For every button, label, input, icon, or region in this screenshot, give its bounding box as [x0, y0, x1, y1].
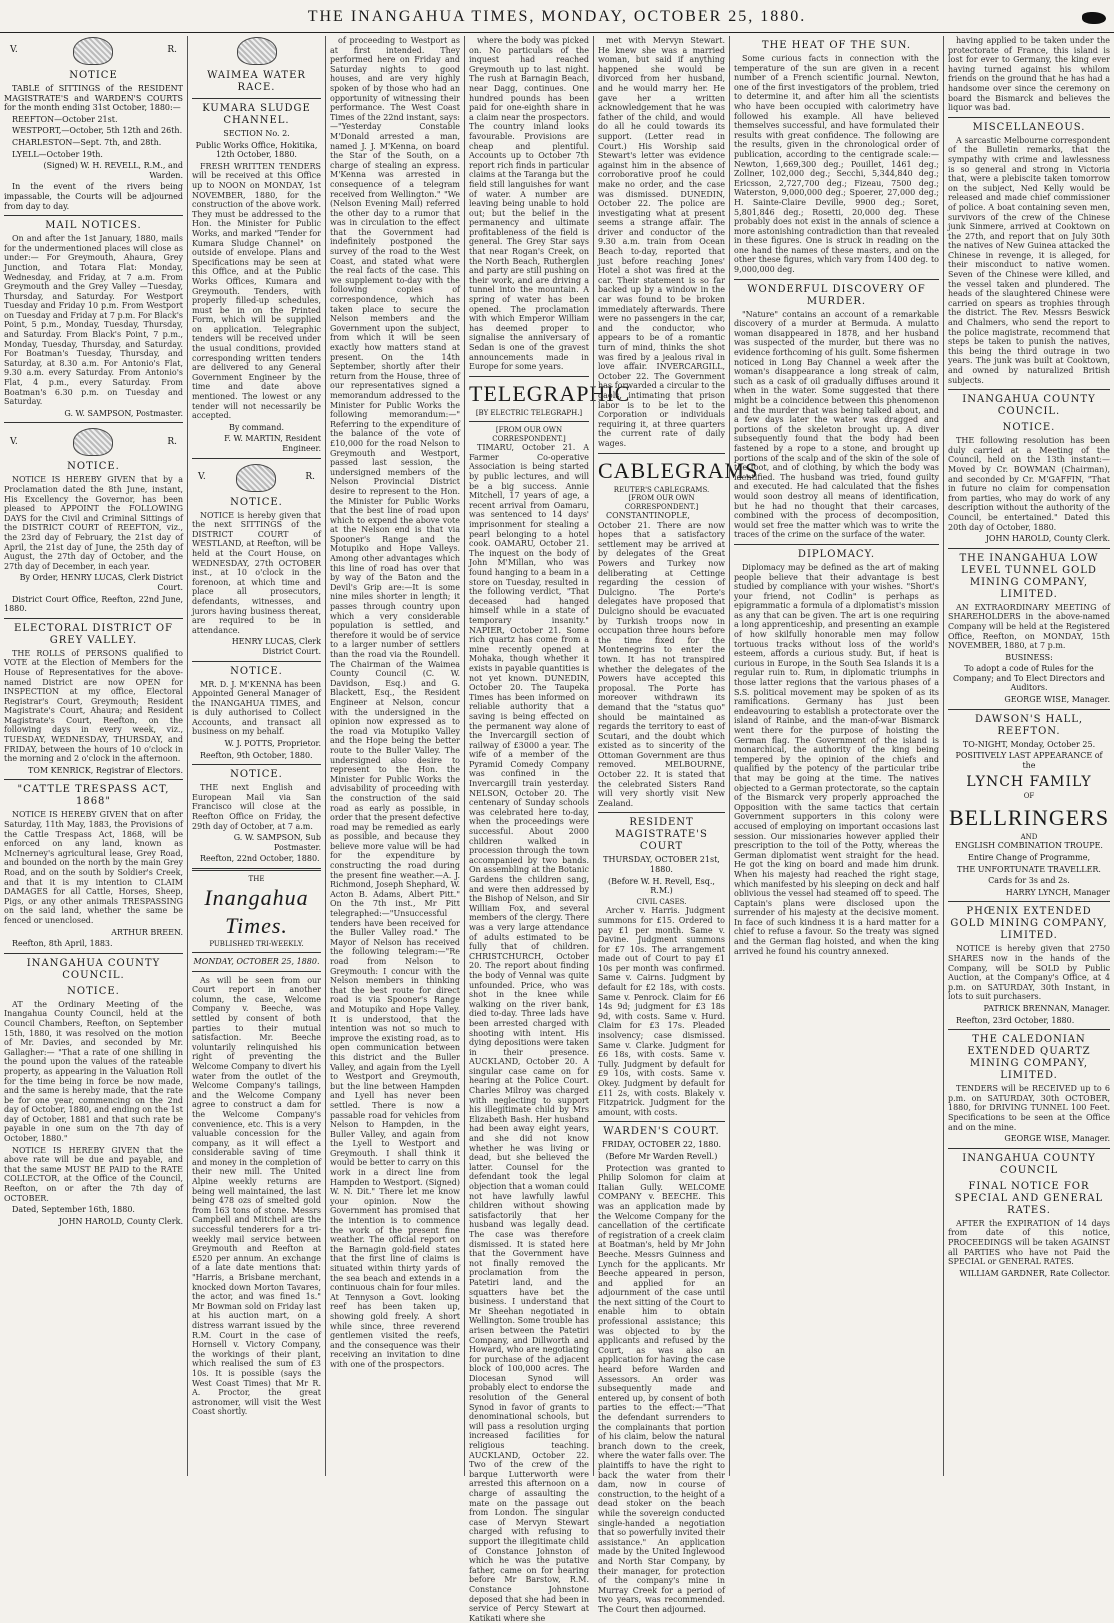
divider — [948, 548, 1110, 549]
correspondent-label: [FROM OUR OWN CORRESPONDENT.] — [624, 494, 699, 511]
cattle-date: Reefton, 8th April, 1883. — [12, 939, 113, 949]
published-tri-weekly: PUBLISHED TRI-WEEKLY. — [209, 939, 304, 948]
wise-signature: GEORGE WISE, Manager. — [1004, 695, 1110, 705]
mail-notices-heading: MAIL NOTICES. — [45, 220, 142, 232]
rm-court-heading: RESIDENT MAGISTRATE'S COURT — [615, 817, 708, 853]
brennan-signature: PATRICK BRENNAN, Manager. — [983, 1003, 1110, 1013]
mail-signature: G. W. SAMPSON, Postmaster. — [64, 408, 183, 418]
county-council-heading: INANGAHUA COUNTY COUNCIL. — [26, 957, 161, 981]
news-text: met with Mervyn Stewart. He knew she was a married woman, but said if anything happened she would be divorced from her husband, and he would marry her. He gave her a written acknowledgement that he was father of the child, and would do all he could towards its support. (Letter read in Court.) His Worship said Stewart's letter was evidence against him in the absence of corroborative proof he could make no order, and the case was dismissed. DUNEDIN, October 22. The police are investigating what at present seems a strange affair. The driver and conductor of the 9.30 a.m. train from Ocean Beach to-day, reported that just before reaching Jones' Hotel a shot was fired at the car. Their statement is so far backed up by a window in the car was found to be broken immediately afterwards. There were no passengers in the car, and the conductor, who appears to be of a romantic turn of mind, thinks the shot was fired by a jealous rival in love affair. INVERCARGILL, October 22. The Government has forwarded a circular to the gaols, intimating that prison labor is to be let to the Corporation or individuals requiring it, at three quarters the current rate of daily wages. — [598, 36, 725, 448]
divider — [4, 953, 183, 954]
mail-notice: THE next English and European Mail via San Francisco will close at the Reefton Office on Friday, the 29th day of October, at 7 a.m. — [192, 783, 321, 831]
county-council-heading: INANGAHUA COUNTY COUNCIL. — [962, 394, 1096, 418]
divider — [192, 971, 321, 972]
public-works-office: Public Works Office, Hokitika, 12th October, 1880. — [195, 140, 318, 160]
diplomacy-continued: having applied to be taken under the protectorate of France, this island is lost for ever to Germany, the king ever having turned against his whilom friends on the ground that he has had a handsome over since the ceremony on board the Bismarck and believes the liquor was bad. — [948, 36, 1110, 113]
vr-left: V. — [198, 471, 206, 482]
paper-title: Inangahua Times. — [204, 884, 309, 938]
notice-heading: NOTICE. — [1002, 422, 1056, 434]
column-5 — [593, 36, 759, 1614]
divider — [948, 901, 1110, 902]
electoral-text: THE ROLLS of PERSONS qualified to VOTE at the Election of Members for the House of Representatives for the above-named District are now OPEN for INSPECTION at my office, Electoral Registrar's Court, Greymouth; Resident Magistrate's Court, Ahaura; and Resident Magistrate's Court, Reefton, on the following days in every week, viz., TUESDAY, WEDNESDAY, THURSDAY, and FRIDAY, between the hours of 10 o'clock in the morning and 2 o'clock in the afternoon. — [4, 648, 183, 764]
last-appearance: POSITIVELY LAST APPEARANCE of the — [955, 751, 1103, 770]
charleston-sitting: CHARLESTON—Sept. 7th, and 28th. — [12, 137, 162, 147]
vr-right: R. — [167, 45, 177, 56]
column-3 — [325, 36, 464, 1476]
diplomacy-text: Diplomacy may be defined as the art of making people believe that their advantage is best studied by compliance with your wishes. "Short's your friend, not Codlin" is perhaps as epigrammatic a formula of a diplomatist's mission as any that can be given. The art is one requiring a long apprenticeship, and presenting an example of how skilfully honorable men may follow tortuous tracks without loss of the world's esteem, affords a curious study. But, if heat is curious in Europe, in the South Sea Islands it is a regular ruin to. Rum, in diplomatic triumphs in those latter regions that the various phases of a S.S. political movement may be spoken of as its ramifications. Germany has just been endeavouring to establish a protectorate over the island of Rainbe, and the man-of-war Bismarck went there for the purpose of hoisting the German flag. The Government of the island is monarchical, the authority of the king being tempered by the opinion of the chiefs and qualified by the potency of the particular tribe that may be going at the time. The natives objected to a German protectorate, so the captain of the Bismarck very properly approached the Opposition with the same tactics that certain Government supporters in this colony were accused of employing on important occasions last session. Our missionaries however applied their prescription to the toil of the Potty, whereas the German diplomatist went straight for the head. He got the king on board and made him drunk. When his majesty had reached the right stage, which manifested by his sleeping on deck and half oblivious the vessel had steamed off to speed. The Captain's plans were disclosed upon the surrender of his majesty at the decisive moment. In face of such kindness it is a hard matter for a chief to refuse a favour. So the treaty was signed and the German flag hoisted, and when the king arrived he found his country annexed. — [734, 562, 939, 956]
cattle-trespass-text: NOTICE IS HEREBY GIVEN that on after Saturday, 11th May, 1883, the Provisions of the Cattle Trespass Act, 1868, will be enforced on any land, known as McInerney's agricultural lease, Grey Road, and bounded on the north by the main Grey Road, and on the south by Soldier's Creek, and that it is my intention to CLAIM DAMAGES for all Cattle, Horses, Sheep, Pigs, or any other animals TRESPASSING on the said land, whether the same be fenced or unenclosed. — [4, 810, 183, 925]
notice-signature: HENRY LUCAS, Clerk District Court. — [231, 637, 321, 656]
kumara-heading: KUMARA SLUDGE CHANNEL. — [202, 103, 311, 126]
county-council-text: AT the Ordinary Meeting of the Inangahua County Council, held at the Council Chambers, Reefton, on September 15th, 1880, it was resolved on the motion of Mr. Davies, and seconded by Mr. Gallagher:— "That a rate of one shilling in the pound upon the values of the rateable property, as appearing in the Valuation Roll for the time being in force be now made, and the same is hereby made, that the rate be for one year, commencing on the 2nd day of October, 1880, and ending on the 1st day of October, 1881 and that such rate be payable in one sum on the 7th day of October, 1880." — [4, 999, 183, 1144]
unfortunate-traveller: THE UNFORTUNATE TRAVELLER. — [957, 864, 1101, 874]
lynch-family-title: LYNCH FAMILY — [966, 774, 1092, 791]
royal-crest-icon — [237, 37, 277, 65]
district-court-date: District Court Office, Reefton, 22nd June, 1880. — [4, 594, 183, 614]
reefton-sitting: REEFTON—October 21st. — [12, 114, 118, 124]
and-label: AND — [1020, 832, 1038, 841]
county-council-heading-2: INANGAHUA COUNTY COUNCIL — [962, 1152, 1096, 1176]
divider — [4, 779, 183, 780]
ink-blot-mark — [1082, 12, 1106, 24]
county-council-signature: JOHN HAROLD, County Clerk. — [58, 1216, 183, 1226]
royal-crest-icon — [73, 37, 113, 65]
wardens-court-heading: WARDEN'S COURT. — [603, 1126, 720, 1138]
district-court-notice: NOTICE IS HEREBY GIVEN that by a Proclamation dated the 8th June, instant, His Excellency the Governor, has been pleased to APPOINT the FOLLOWING DAYS for the Civil and Criminal Sittings of the DISTRICT COURT of REEFTON, viz., the 23rd day of February, the 21st day of April, the 21st day of June, the 25th day of August, the 27th day of October, and the 27th day of December, in each year. — [4, 475, 183, 571]
signed-revell: (Signed) W. H. REVELL, R.M., and Warden. — [43, 161, 183, 180]
vr-left: V. — [10, 45, 18, 56]
by-command: By command. — [229, 422, 284, 432]
royal-arms-header — [4, 427, 183, 457]
column-1 — [0, 36, 187, 1476]
cablegrams-text: CONSTANTINOPLE, October 21. There are now hopes that a satisfactory settlement may be arrived at by delegates of the Great Powers and Turkey now deliberating at Cettinge regarding the cession of Dulcigno. The Porte's delegates have proposed that Dulcigno should be evacuated by Turkish troops now in occupation three hours before the time fixed for the Montenegrins to enter the town. It has not transpired whether the delegates of the Powers have accepted this proposal. The Porte has moreover withdrawn its demand that the "status quo" should be maintained as regards the territory to east of Scutari, and the doubt which existed as to sincerity of the Ottoman Government are thus removed. MELBOURNE, October 22. It is stated that the celebrated Sisters Rand will very shortly visit New Zealand. — [598, 511, 725, 808]
notice-heading: NOTICE. — [230, 665, 283, 677]
divider — [4, 422, 183, 423]
section-number: SECTION No. 2. — [223, 129, 290, 138]
mail-notices-text: On and after the 1st January, 1880, mails for the undermentioned places will close as under:— For Greymouth, Ahaura, Grey Junction, and Totara Flat: Monday, Wednesday, and Friday, at 7 a.m. From Greymouth and the Grey Valley —Tuesday, Thursday, and Saturday. For Westport Tuesday and Friday 10 p.m. From Westport on Tuesday and Friday at 7 p.m. For Black's Point, 5 p.m., Monday, Tuesday, Thursday, and Saturday. From Black's Point, 7 p.m., Monday, Tuesday, Thursday, and Saturday. For Boatman's Tuesday, Thursday, and Saturday, at 8.30 a.m. For Antonio's Flat, 9.30 a.m. every Saturday. From Antonio's Flat, 4 p.m., every Saturday. From Boatman's 6.30 p.m. on Tuesday and Saturday. — [4, 234, 183, 407]
editorial-text: As will be seen from our Court report in another column, the case, Welcome Company v. Beeche, was settled by consent of both parties to their mutual satisfaction. Mr. Beeche voluntarily relinquished his right of preventing the Welcome Company to divert his water from the outlet of the Welcome Company's tailings, and the Welcome Company agree to construct a dam for the Welcome Company's convenience, etc. This is a very valuable concession for the company, as it will effect a considerable saving of time and money in the completion of their new mill. The United Alpine weekly returns are being well maintained, the last being 478 ozs of smelted gold from 163 tons of stone. Messrs Campbell and Mitchell are the successful tenderers for a tri-weekly mail service between Greymouth and Reefton at £520 per annum. An exchange of a late date mentions that: "Harris, a Brisbane merchant, knocked down Morton Tavares, the actor, and was fined 1s." Mr Bowman sold on Friday last at his auction mart, on a distress warrant issued by the R.M. Court in the case of Hornsell v. Victory Company, the workings of their plant, which realised the sum of £3 10s. It is possible (says the West Coast Times) that Mr R. A. Proctor, the great astronomer, will visit the West Coast shortly. — [192, 975, 321, 1417]
sampson-signature: G. W. SAMPSON, Sub Postmaster. — [233, 833, 321, 852]
waimea-heading: WAIMEA WATER RACE. — [207, 70, 306, 93]
divider — [734, 279, 939, 280]
combination-troupe: ENGLISH COMBINATION TROUPE. — [955, 841, 1103, 851]
column-7 — [943, 36, 1114, 1476]
electoral-heading: ELECTORAL DISTRICT OF GREY VALLEY. — [14, 622, 173, 646]
royal-arms-header — [192, 463, 321, 493]
wardens-court-date: FRIDAY, OCTOBER 22, 1880. — [602, 1140, 721, 1150]
notice-heading: NOTICE. — [230, 769, 283, 781]
electric-telegraph-label: [BY ELECTRIC TELEGRAPH.] — [475, 408, 583, 417]
caledonian-heading: THE CALEDONIAN EXTENDED QUARTZ MINING COMPANY, LIMITED. — [967, 1034, 1091, 1082]
vr-left: V. — [10, 436, 18, 447]
cattle-signature: ARTHUR BREEN. — [111, 927, 183, 937]
final-notice-text: AFTER the EXPIRATION of 14 days from date of this notice, PROCEEDINGS will be taken AGAINST all PARTIES who have not Paid the SPECIAL or GENERAL RATES. — [948, 1218, 1110, 1267]
diplomacy-heading: DIPLOMACY. — [797, 548, 876, 560]
dateline: MONDAY, OCTOBER 25, 1880. — [193, 957, 320, 966]
final-notice-heading: FINAL NOTICE FOR SPECIAL AND GENERAL RATES. — [954, 1180, 1104, 1216]
royal-crest-icon — [73, 428, 113, 456]
phoenix-text: NOTICE is hereby given that 2750 SHARES now in the hands of the Company, will be SOLD by Public Auction, at the Company's Office, at 4 p.m. on SATURDAY, 30th Instant, in lots to suit purchasers. — [948, 944, 1110, 1002]
rm-court-before: (Before W. H. Revell, Esq., R.M.) — [608, 876, 715, 896]
news-text: where the body was picked on. No particulars of the inquest had reached Greymouth up to last night. The rush at Barnagin Beach, near Dagg, continues. One hundred pounds has been paid for one-eighth share in a claim near the prospectors. The country inland looks favourable. Provisions are cheap and plentiful. Accounts up to October 7th report rich finds in particular claims at the Taranga but the field still languishes for want of water. A number are leaving being unable to hold out; but the belief in the permanency and ultimate profitableness of the field is general. The Grey Star says that near Rogan's Creek, on the North Beach, Rutherglen and party are still pushing on their work, and are driving a tunnel into the mountain. A spring of water has been opened. The proclamation with which Emperor William has deemed proper to signalise the anniversary of Sedan is one of the gravest announcements made in Europe for some years. — [469, 36, 589, 372]
column-4 — [464, 36, 631, 1623]
electoral-signature: TOM KENRICK, Registrar of Electors. — [28, 765, 183, 775]
programme-change: Entire Change of Programme, — [968, 853, 1090, 863]
mckenna-notice: MR. D. J. M'KENNA has been Appointed General Manager of the INANGAHUA TIMES, and is duly authorised to Collect Accounts, and transact all business on my behalf. — [192, 679, 321, 737]
westport-sitting: WESTPORT,—October, 5th 12th and 26th. — [12, 126, 183, 136]
rm-court-text: Archer v. Harris. Judgment summons for £15. Ordered to pay £1 per month. Same v. Davine. Judgment summons for £7 10s. The arrangement made out of Court to pay £1 10s per month was confirmed. Same v. Cairns. Judgment by default for £2 18s, with costs. Same v. Penrock. Claim for £6 14s 9d; judgment for £3 18s 9d, with costs. Same v. Hurd. Claim for £3 17s. Pleaded insolvency; case dismissed. Same v. Clarke. Judgment for £6 18s, with costs. Same v. Tully. Judgment by default for £9 10s, with costs. Same v. Okey. Judgment by default for £11 2s, with costs. Blakely v. Fitzpatrick. Judgment for the amount, with costs. — [598, 906, 725, 1117]
bellringers-title: BELLRINGERS — [948, 804, 1110, 830]
tunnel-company-text: AN EXTRAORDINARY MEETING of SHAREHOLDERS in the above-named Company will be held at the Registered Office, Reefton, on MONDAY, 15th NOVEMBER, 1880, at 7 p.m. — [948, 602, 1110, 651]
divider — [598, 1121, 725, 1122]
telegraphic-text: TIMARU, October 21. A Farmer Co-operative Association is being started by public lectures, and will be a big success. Annie Mitchell, 17 years of age, a recent arrival from Oamaru, was sentenced to 14 days' imprisonment for stealing a pearl belonging to a hotel cook. OAMARU, October 21. The inquest on the body of John M'Millan, who was found hanging to a beam in a store on Tuesday, resulted in the following verdict, "That deceased had hanged himself while in a state of temporary insanity." NAPIER, October 21. Some rich quartz has come from a mine recently opened at Mohaka, though whether it exists in payable quantities is not yet known. DUNEDIN, October 20. The Taupeka Times has been informed on reliable authority that a saving is being effected on the permanent way alone of the Invercargill section of railway of £3000 a year. The wife of a member of the Pyramid Comedy Company was confined in the Invercargill train yesterday. NELSON, October 20. The centenary of Sunday schools was celebrated here to-day, when the proceedings were successful. About 2000 children walked in procession through the town accompanied by two bands. On assembling at the Botanic Gardens the children sang, and were then addressed by the Bishop of Nelson, and Sir William Fox, and several members of the clergy. There was a very large attendance of adults estimated to be fully that of children. CHRISTCHURCH, October 20. The report about finding the body of Vennal was quite unfounded. Price, who was shot in the knee while walking on the river bank, died to-day. Three lads have been arrested charged with shooting with intent. His dying depositions were taken in their presence. AUCKLAND, October 20. A singular case came on for hearing at the Police Court. Charles Milroy was charged with neglecting to support his illegitimate child by Mrs Elizabeth Bash. Her husband had been away eight years, and she did not know whether he was living or dead, but she believed the latter. Counsel for the defendant took the legal objection that a woman could not have lawfully lawful children without showing satisfactorily that her husband was legally dead. The case was therefore dismissed. It is stated here that the Government have not finally removed the proclamation from the Patetiri land, and the squatters have bet the business. I understand that Mr Sheehan negotiated in Wellington. Some trouble has arisen between the Patetiri Company, and Dillworth and Howard, who are negotiating for purchase of the adjacent block of 100,000 acres. The Diocesan Synod will probably elect to endorse the resolution of the General Synod in favor of grants to denominational schools, but will pass a resolution urging increased facilities for religious teaching. AUCKLAND, October 22. Two of the crew of the barque Lutterworth were arrested this afternoon on a charge of assaulting the mate on the passage out from London. The singular case of Mervyn Stewart charged with refusing to support the illegitimate child of Constance Johnston of which he was the putative father, came on for hearing before Mr Barstow, R.M. Constance Johnstone deposed that she had been in service of Percy Stewart at Katikati where she — [469, 443, 589, 1623]
cablegrams-heading: CABLEGRAMS — [598, 457, 759, 483]
cattle-trespass-heading: "CATTLE TRESPASS ACT, 1868" — [17, 784, 170, 808]
of-label: OF — [1023, 792, 1035, 801]
miscellaneous-heading: MISCELLANEOUS. — [972, 121, 1086, 133]
heat-of-sun-text: Some curious facts in connection with the temperature of the sun are given in a recent number of a French scientific journal. Newton, one of the first investigators of the problem, tried to determine it, and after him all the scientists who have been occupied with calorimetry have followed his example. All have believed themselves successful, and have formulated their results with great confidence. The following are the results, given in the chronological order of publication, according to the centigrade scale:—Newton, 1,669,300 deg.; Pouillet, 1461 deg.; Zollner, 102,000 deg.; Secchi, 5,344,840 deg.; Ericsson, 2,727,700 deg.; Fizeau, 7500 deg.; Waterston, 9,000,000 deg.; Spoerer, 27,000 deg.; H. Sainte-Claire Deville, 9900 deg.; Soret, 5,801,846 deg.; Rosetti, 20,000 deg. These probably does not exist in the annals of science a more astonishing contradiction than that revealed in these figures. One is struck in reading on the one hand the names of these masters, and on the other these figures, which vary from 1400 deg. to 9,000,000 deg. — [734, 54, 939, 275]
potts-signature: W. J. POTTS, Proprietor. — [224, 739, 321, 749]
divider — [469, 376, 589, 377]
divider — [734, 544, 939, 545]
divider — [948, 1148, 1110, 1149]
divider — [598, 812, 725, 813]
divider — [948, 389, 1110, 390]
column-6 — [729, 36, 943, 1476]
telegraphic-heading: TELEGRAPHIC — [469, 380, 631, 406]
divider — [948, 117, 1110, 118]
potts-date: Reefton, 9th October, 1880. — [200, 750, 313, 760]
royal-crest-icon — [236, 464, 276, 492]
district-court-signature: By Order, HENRY LUCAS, Clerk District Court. — [19, 573, 183, 592]
divider — [192, 661, 321, 662]
divider — [4, 618, 183, 619]
wise-signature-2: GEORGE WISE, Manager. — [1004, 1134, 1110, 1144]
phoenix-date: Reefton, 23rd October, 1880. — [956, 1015, 1075, 1025]
wardens-court-before: (Before Mr Warden Revell.) — [605, 1151, 718, 1161]
dawsons-hall-heading: DAWSON'S HALL, REEFTON. — [974, 713, 1084, 737]
divider — [192, 868, 321, 871]
wardens-court-text: Protection was granted to Philip Solomon for claim at Italian Gully. WELCOME COMPANY v. BEECHE. This was an application made by the Welcome Company for the cancellation of the certificate of registration of a creek claim at Boatman's, held by Mr John Beeche. Messrs Guinness and Lynch for the applicants. Mr Beeche appeared in person, and applied for an adjournment of the case until the next sitting of the Court to enable him to obtain professional assistance; this was objected to by the applicants and refused by the Court, as was also an application for having the case heard before Warden and Assessors. An order was subsequently made and entered up, by consent of both parties to the effect:—"That the defendant surrenders to the complainants that portion of his claim, below the natural branch down to the creek, where the water falls over. The plaintiffs to have the right to back the water from their dam, now in course of construction, to the height of a dead stoker on the beach while the sovereign conducted single-handed a negotiation that so powerfully invited their assistance." An application made by the United Inglewood and North Star Company, by their manager, for protection of the company's mine in Murray Creek for a period of two years, was recommended. The Court then adjourned. — [598, 1163, 725, 1614]
cards-price: Cards for 3s and 2s. — [988, 876, 1070, 886]
notice-heading: NOTICE. — [67, 461, 120, 473]
rm-court-date: THURSDAY, OCTOBER 21st, 1880. — [603, 855, 720, 875]
sittings-table-title: TABLE of SITTINGS of the RESIDENT MAGISTRATE'S and WARDEN'S COURTS for the month ending 31st October, 1880:— — [4, 84, 183, 113]
royal-arms-header — [192, 36, 321, 66]
rivers-impassable: In the event of the rivers being impassable, the Courts will be adjourned from day to day. — [4, 182, 183, 211]
divider — [192, 764, 321, 765]
tonight-label: TO-NIGHT, Monday, October 25. — [962, 739, 1096, 749]
heat-of-sun-heading: THE HEAT OF THE SUN. — [761, 40, 912, 51]
divider — [598, 453, 725, 454]
vr-right: R. — [305, 471, 315, 482]
correspondent-label: [FROM OUR OWN CORRESPONDENT.] — [492, 426, 566, 443]
the-label: THE — [248, 875, 265, 883]
phoenix-heading: PHŒNIX EXTENDED GOLD MINING COMPANY, LIMITED. — [950, 906, 1108, 942]
royal-arms-header — [4, 36, 183, 66]
masthead — [0, 4, 1114, 33]
tender-signature: F. W. MARTIN, Resident Engineer. — [224, 434, 321, 453]
lyell-sitting: LYELL—October 19th. — [12, 149, 103, 159]
divider — [948, 1029, 1110, 1030]
lynch-signature: HARRY LYNCH, Manager — [1005, 887, 1110, 897]
business-label: BUSINESS: — [1005, 652, 1053, 662]
column-2 — [187, 36, 325, 1476]
murder-text: "Nature" contains an account of a remarkable discovery of a murder at Bermuda. A mulatto woman disappeared in 1878, and her husband was suspected of the murder, but there was no evidence forthcoming of his guilt. Some fishermen noticed in Long Bay Channel a week after the woman's disappearance a long streak of calm, such as a cask of oil gradually diffuses around it when in the water. Some suggested that there might be a coincidence between this phenomenon and the murder that was being talked about, and a few days later the water was dragged and portions of the skeleton brought up. A diver subsequently found that the body had been fastened by a rope to a stone, and brought up portions of the scalp and of the skin of the sole of the foot, and of clothing, by which the body was identified. The husband was tried, found guilty and executed. He had calculated that the fishes would soon destroy all means of identification, but he had no thought that their carcases, combined with the process of decomposition, would set free the matter which was to write the traces of the crime on the surface of the water. — [734, 309, 939, 540]
district-court-sittings-text: NOTICE is hereby given that the next SITTINGS of the DISTRICT COURT of WESTLAND, at Reefton, will be held at the Court House, on WEDNESDAY, 27th OCTOBER inst., at 10 o'clock in the forenoon, at which time and place all prosecutors, defendants, witnesses, and jurors having business thereat, are required to be in attendance. — [192, 510, 321, 635]
news-text: of proceeding to Westport as at first intended. They performed here on Friday and Saturday nights to good houses, and are very highly spoken of by those who had an opportunity of witnessing their performance. The West Coast Times of the 22nd instant, says:—"Yesterday Constable M'Donald arrested a man, named J. J. M'Kenna, on board the Star of the South, on a charge of stealing an express. M'Kenna was arrested in consequence of a telegram received from Wellington." "We (Nelson Evening Mail) referred the other day to a rumor that was in circulation to the effect that the Government had indefinitely postponed the survey of the road to the West Coast, and stated what were the real facts of the case. This we supplement to-day with the following copies of correspondence, which has taken place to secure the Nelson members and the Government upon the subject, from which it will be seen exactly how matters stand at present. On the 14th September, shortly after their return from the House, three of our representatives signed a memorandum addressed to the Minister for Public Works the following memorandum:—" Referring to the expenditure of the balance of the vote of £10,000 for the road Nelson to Greymouth and Westport, passed last session, the undersigned members of the Nelson Provincial District desire to represent to the Hon. the Minister for Public Works that the best line of road upon which to expend the above vote at the Nelson end is that via Spooner's Range and the Motupiko and Hope Valleys. Among other advantages which this line of road has over that by way of the Baton and the Devil's Grip are:—It is some nine miles shorter in length; it passes through country upon which a very considerable population is settled, and therefore it would be of service to a larger number of settlers than the road via the Roundell. The Chairman of the Waimea County Council (C. W. Davidson, Esq.) and G. Blackett, Esq., the Resident Engineer at Nelson, concur with the undersigned in the opinion now expressed as to the road via Motupiko Valley and the Hope being the better route to the Buller Valley. The undersigned also desire to represent to the Hon. the Minister for Public Works the advisability of proceeding with the construction of the said road as early as possible, in order that the present defective road may be remedied as early as possible, and because they believe more value will be had for the expenditure by constructing the road during the present fine weather.—A. J. Richmond, Joseph Shephard, W. Acton B. Adams, Albert Pitt." On the 7th inst., Mr Pitt telegraphed:—"Unsuccessful tenders have been received for the Buller Valley road." The Mayor of Nelson has received the following telegram:—"Re road from Nelson to Greymouth: I concur with the Nelson members in thinking that the best route for direct road is via Spooner's Range and Motupiko and Hope Valley. It is understood, that the intention was not so much to improve the existing road, as to open communication between this district and the Buller Valley, and again from the Lyell to Westport and Greymouth, but the line between Hampden and Lyell has never been settled. There is now a passable road for vehicles from Nelson to Hampden, in the Buller Valley, and again from the Lyell to Westport and Greymouth. I shall think it would be better to carry on this work in a direct line from Hampden to Westport. (Signed) W. N. Dit." There let me know your opinion. Now the Government has promised that the intention is to commence the work of the present fine weather. The official report on the Barnagin gold-field states that the first line of claims is situated within thirty yards of the sea beach and extends in a continuous chain for four miles. At Tennyson a Govt. looking reef has been taken up, showing gold freely. A short while since, three reverend gentlemen visited the reefs, and the consequence was their receiving an invitation to dine with one of the prospectors. — [330, 36, 460, 1369]
divider — [4, 215, 183, 216]
harold-signature: JOHN HAROLD, County Clerk. — [985, 534, 1110, 544]
county-council-text-2: NOTICE IS HEREBY GIVEN that the above rate will be due and payable, and that the same MUST BE PAID to the RATE COLLECTOR, at the Office of the Council, Reefton, on or after the 7th day of OCTOBER. — [4, 1145, 183, 1203]
divider — [192, 952, 321, 953]
tender-text: FRESH WRITTEN TENDERS will be received at this Office up to NOON on MONDAY, 1st NOVEMBER, 1880, for the construction of the above work. They must be addressed to the Hon. the Minister for Public Works, and marked "Tender for Kumara Sludge Channel" on outside of envelope. Plans and Specifications may be seen at this Office, and at the Public Works Offices, Kumara and Greymouth. Tenders, with properly filled-up schedules, must be in on the Printed Form, which will be supplied on application. Telegraphic tenders will be received under the usual conditions, provided corresponding written tenders are delivered to any General Government Engineer by the time and date above mentioned. The lowest or any tender will not necessarily be accepted. — [192, 161, 321, 421]
county-council-notice: NOTICE. — [67, 985, 120, 997]
divider — [469, 421, 589, 422]
county-council-date: Dated, September 16th, 1880. — [12, 1205, 135, 1215]
notice-heading: NOTICE. — [230, 496, 283, 508]
business-text: To adopt a code of Rules for the Company; and To Elect Directors and Auditors. — [953, 664, 1105, 693]
civil-cases-label: CIVIL CASES. — [636, 897, 687, 906]
divider — [948, 709, 1110, 710]
gardner-signature: WILLIAM GARDNER, Rate Collector. — [959, 1268, 1110, 1278]
caledonian-text: TENDERS will be RECEIVED up to 6 p.m. on SATURDAY, 30th OCTOBER, 1880, for DRIVING TUNNEL 100 Feet. Specifications to be seen at the Office and on the mine. — [948, 1084, 1110, 1132]
murder-heading: WONDERFUL DISCOVERY OF MURDER. — [747, 283, 926, 307]
reuters-label: REUTER'S CABLEGRAMS. — [613, 485, 710, 494]
notice-heading: NOTICE — [69, 70, 118, 81]
tunnel-company-heading: THE INANGAHUA LOW LEVEL TUNNEL GOLD MINING COMPANY, LIMITED. — [959, 552, 1099, 600]
vr-right: R. — [167, 436, 177, 447]
masthead-title: THE INANGAHUA TIMES, MONDAY, OCTOBER 25, 1880. — [307, 8, 807, 25]
miscellaneous-text: A sarcastic Melbourne correspondent of the Bulletin remarks, that the sympathy with crime and lawlessness is so general and strong in Victoria that, were a plebiscite taken tomorrow on the subject, Ned Kelly would be released and made chief commissioner of police. A boat containing seven men, survivors of the crew of the Chinese junk Sinmere, arrived at Cooktown on the 27th, and report that on July 30th the natives of New Guinea attacked the Chinese in revenge, it is alleged, for their misconduct to native women. Seven of the Chinese were killed, and the vessel taken and plundered. The heads of the slaughtered Chinese were carried on spears as trophies through the district. The Rev. Messrs Beswick and Chalmers, who send the report to the police magistrate, recommend that steps be taken to punish the natives, this being the third outrage in two years. The junk was built at Cooktown, and owned by naturalized British subjects. — [948, 135, 1110, 385]
divider — [192, 98, 321, 99]
sampson-date: Reefton, 22nd October, 1880. — [200, 854, 320, 864]
divider — [192, 458, 321, 459]
county-council-resolution: THE following resolution has been duly carried at a Meeting of the Council, held on the 13th instant:— Moved by Cr. BOWMAN (Chairman), and seconded by Cr. M'GAFFIN, "That in future no claim for compensation from parties, who may do work of any description without the authority of the Council, be entertained." Dated this 20th day of October, 1880. — [948, 436, 1110, 532]
